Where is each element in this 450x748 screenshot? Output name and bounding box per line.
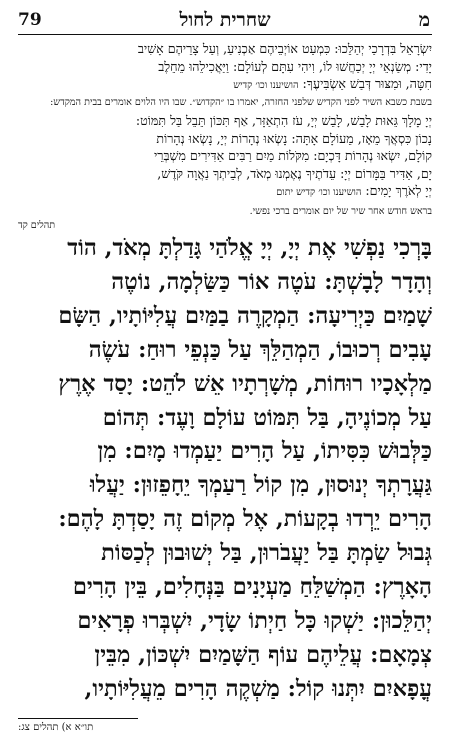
verse-line: קוֹלָם, יִשְׂאוּ נְהָרוֹת דָּכְיָם: מִקֹּלוֹת מַיִם רַבִּים אַדִּירִים מִשְׁבְּרֵי <box>153 148 432 163</box>
verse-line: עֳפָאיִם יִתְּנוּ קוֹל: מַשְׁקֶה הָרִים מֵעֲלִיּוֹתָיו, <box>84 675 432 702</box>
psalm-reference: תהלים קד <box>18 220 56 231</box>
footer-divider <box>18 718 138 719</box>
verse-line: הָאָרֶץ: הַמְשַׁלֵּחַ מַעְיָנִים בַּנְּחָלִים, בֵּין הָרִים <box>72 574 432 601</box>
verse-line: וְהָדָר לָבָשְׁתָּ: עֹטֶה אוֹר כַּשַּׂלְמָה, נוֹטֶה <box>111 268 432 295</box>
page-number: 79 <box>18 10 42 30</box>
opening-ending-note: הושיענו וכו׳ קדיש <box>233 80 299 91</box>
psalm-93 <box>18 112 432 200</box>
verse-line: מַלְאָכָיו רוּחוֹת, מְשָׁרְתָיו אֵשׁ לֹהֵט: יָסַד אֶרֶץ <box>58 370 432 397</box>
verse-line: בָּרְכִי נַפְשִׁי אֶת יְיָ, יְיָ אֱלֹהַי גָּדַלְתָּ מְאֹד, הוֹד <box>67 235 432 261</box>
verse-line: יְיָ לְאֹרֶךְ יָמִים: הושיענו וכו׳ קדיש יתום <box>276 183 432 198</box>
page-header <box>18 8 432 35</box>
verse-line: יִשְׂרָאֵל בִּדְרָכַי יְהַלֵּכוּ: כִּמְעַט אוֹיְבֵיהֶם אַכְנִיעַ, וְעַל צָרֵיהֶם אָשִׁיב <box>137 41 432 56</box>
verse-line: צְמָאָם: עֲלֵיהֶם עוֹף הַשָּׁמַיִם יִשְׁכּוֹן, מִבֵּין <box>94 641 432 668</box>
verse-line: יְיָ מָלָךְ גֵּאוּת לָבֵשׁ, לָבֵשׁ יְיָ, עֹז הִתְאַזָּר, אַף תִּכּוֹן תֵּבֵל בַּל תִּמּוֹט: <box>135 113 432 128</box>
footer-note: תו״א א) תהלים צג: <box>18 722 94 733</box>
verse-line: שָׁמַיִם כַּיְרִיעָה: הַמְקָרֶה בַמַּיִם עֲלִיּוֹתָיו, הַשָּׂם <box>58 302 432 329</box>
rosh-chodesh-note: בראש חודש אחר שיר של יום אומרים ברכי נפשי. <box>249 206 432 217</box>
intro-note: בשבת כשבא השיר לפני הקדיש שלפני החזרה, יאמרו בו ״הקדוש״. שבו היו הלוים אומרים בבית המקדש: <box>50 97 432 108</box>
verse-line: כַּלְּבוּשׁ כִּסִּיתוֹ, עַל הָרִים יַעַמְדוּ מָיִם: מִן <box>97 438 432 465</box>
verse-line: עָבִים רְכוּבוֹ, הַמְהַלֵּךְ עַל כַּנְפֵי רוּחַ: עֹשֶׂה <box>88 336 432 363</box>
verse-line: יְהַלֵּכוּן: יַשְׁקוּ כָּל חַיְתוֹ שָׂדָי, יִשְׁבְּרוּ פְרָאִים <box>77 607 432 634</box>
hebrew-page-letter: מ <box>418 9 430 31</box>
verse-line: הָרִים יֵרְדוּ בְקָעוֹת, אֶל מְקוֹם זֶה יָסַדְתָּ לָהֶם: <box>58 506 432 533</box>
verse-line: עַל מְכוֹנֶיהָ, בַּל תִּמּוֹט עוֹלָם וָעֶד: תְּהוֹם <box>102 404 432 431</box>
verse-line: יָם, אַדִּיר בַּמָּרוֹם יְיָ: עֵדֹתֶיךָ נֶאֶמְנוּ מְאֹד, לְבֵיתְךָ נַאֲוָה קֹּדֶשׁ, <box>157 165 432 181</box>
verse-line: גַּעֲרָתְךָ יְנוּסוּן, מִן קוֹל רַעַמְךָ יֵחָפֵזוּן: יַעֲלוּ <box>89 472 432 499</box>
page-title: שחרית לחול <box>179 9 271 31</box>
verse-line: חִטָּה, וּמִצּוּר דְּבַשׁ אַשְׂבִּיעֶךָ: הושיענו וכו׳ קדיש <box>233 76 432 91</box>
verse-line: גְּבוּל שַׂמְתָּ בַּל יַעֲבֹרוּן, בַּל יְשׁוּבוּן לְכַסּוֹת <box>101 540 432 567</box>
opening-verses <box>18 40 432 93</box>
verse-line: נָכוֹן כִּסְאֲךָ מֵאָז, מֵעוֹלָם אָתָּה: נָשְׂאוּ נְהָרוֹת יְיָ, נָשְׂאוּ נְהָרוֹת <box>156 130 432 146</box>
psalm93-ending-note: הושיענו וכו׳ קדיש יתום <box>276 187 362 198</box>
verse-line: יָדִי: מְשַׂנְאֵי יְיָ יְכַחֲשׁוּ לוֹ, וִיהִי עִתָּם לְעוֹלָם: וַיַּאֲכִילֵהוּ מֵחֵלֶב <box>158 58 432 74</box>
psalm-104 <box>18 232 432 707</box>
